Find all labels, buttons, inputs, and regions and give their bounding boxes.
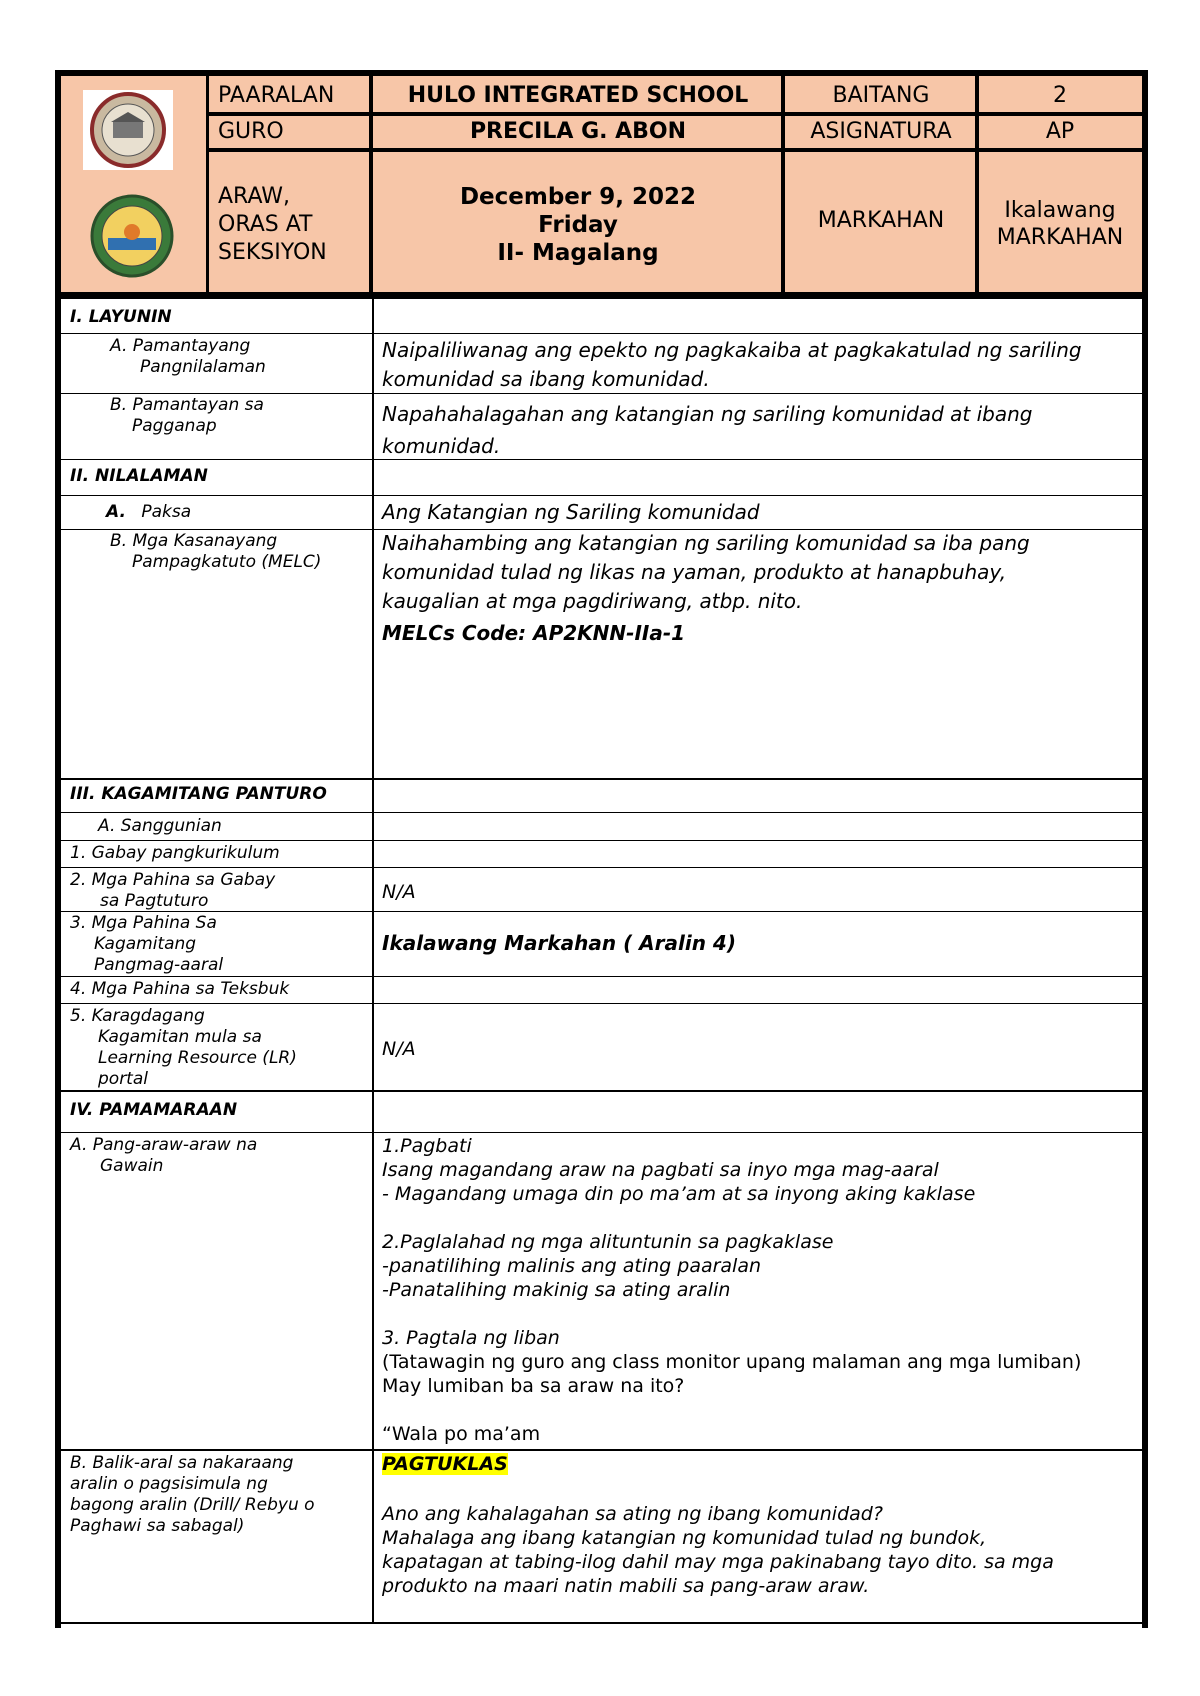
- text-line: Napahahalagahan ang katangian ng sariling komunidad at ibang: [382, 402, 1033, 426]
- karagdagang-kagamitan-value: N/A: [382, 1038, 416, 1060]
- divider: [61, 292, 1142, 299]
- baitang-label: BAITANG: [832, 82, 930, 108]
- layunin-heading: I. LAYUNIN: [70, 307, 172, 327]
- paksa-text: Ang Katangian ng Sariling komunidad: [382, 500, 760, 524]
- label-line: 5. Karagdagang: [70, 1006, 205, 1026]
- label-line: bagong aralin (Drill/ Rebyu o: [70, 1495, 315, 1515]
- lesson-date: December 9, 2022: [459, 184, 697, 210]
- spacer: [382, 1476, 1142, 1502]
- text-line: [382, 1206, 1142, 1230]
- label-line: B. Pamantayan sa: [110, 395, 264, 415]
- text-line: “Wala po ma’am: [382, 1423, 541, 1445]
- pamamaraan-heading: IV. PAMAMARAAN: [70, 1100, 238, 1120]
- mga-pahina-kagamitan-value: Ikalawang Markahan ( Aralin 4): [382, 931, 736, 955]
- divider: [61, 1090, 1142, 1092]
- text-line: 3. Pagtala ng liban: [382, 1327, 560, 1349]
- pagtuklas-line: [382, 1452, 1142, 1476]
- text-line: May lumiban ba sa araw na ito?: [382, 1375, 685, 1397]
- label-line: Paghawi sa sabagal): [70, 1516, 245, 1536]
- divider: [61, 840, 1142, 841]
- divider: [61, 976, 1142, 977]
- pagtuklas-highlight: PAGTUKLAS: [382, 1453, 508, 1475]
- divider: [975, 76, 979, 294]
- pamantayan-sa-pagganap-text: [382, 398, 1142, 462]
- label-line: aralin o pagsisimula ng: [70, 1474, 268, 1494]
- lesson-section: II- Magalang: [497, 240, 659, 266]
- label-line: Pangnilalaman: [140, 357, 266, 377]
- pamantayan-sa-pagganap-label: [110, 395, 264, 437]
- text-line: 1.Pagbati: [382, 1135, 472, 1157]
- divider: [61, 1132, 1142, 1133]
- text-line: komunidad tulad ng likas na yaman, produkto at hanapbuhay,: [382, 560, 1007, 584]
- text-line: Mahalaga ang ibang katangian ng komunidad tulad ng bundok,: [382, 1527, 987, 1549]
- divider: [206, 112, 1142, 116]
- text-line: -Panatalihing makinig sa ating aralin: [382, 1279, 731, 1301]
- text-line: [382, 1398, 1142, 1422]
- label-line: A. Pang-araw-araw na: [70, 1135, 258, 1155]
- araw-label-line-1: ARAW,: [218, 184, 291, 209]
- pang-araw-araw-text: [382, 1134, 1142, 1446]
- divider: [61, 778, 1142, 780]
- asignatura-value: AP: [1045, 118, 1075, 144]
- divider: [206, 148, 1142, 152]
- kagamitan-heading: III. KAGAMITANG PANTURO: [70, 784, 327, 804]
- melc-code: MELCs Code: AP2KNN-IIa-1: [382, 621, 686, 645]
- divider: [61, 812, 1142, 813]
- markahan-value-line-1: Ikalawang: [1004, 198, 1116, 223]
- balik-aral-label: [70, 1453, 315, 1537]
- markahan-value-line-2: MARKAHAN: [996, 225, 1124, 250]
- label-line: Pangmag-aaral: [94, 955, 224, 975]
- text-line: produkto na maari natin mabili sa pang-araw araw.: [382, 1575, 870, 1597]
- label-line: 2. Mga Pahina sa Gabay: [70, 870, 276, 890]
- pang-araw-araw-label: [70, 1135, 257, 1177]
- text-line: Ano ang kahalagahan sa ating ng ibang komunidad?: [382, 1503, 883, 1525]
- paaralan-label: PAARALAN: [218, 82, 335, 108]
- markahan-label: MARKAHAN: [817, 207, 945, 233]
- guro-label: GURO: [218, 118, 284, 144]
- text-line: kaugalian at mga pagdiriwang, atbp. nito.: [382, 589, 803, 613]
- mga-pahina-kagamitan-label: [70, 913, 223, 976]
- baitang-value: 2: [1053, 82, 1067, 108]
- balik-aral-text: [382, 1452, 1142, 1598]
- text-line: komunidad.: [382, 434, 501, 458]
- karagdagang-kagamitan-label: [70, 1006, 297, 1090]
- label-line: Learning Resource (LR): [98, 1048, 297, 1068]
- divider: [372, 299, 374, 1624]
- label-line: sa Pagtuturo: [100, 891, 209, 911]
- label-line: Gawain: [100, 1156, 164, 1176]
- label-line: A. Pamantayang: [110, 336, 251, 356]
- divider: [61, 1622, 1142, 1624]
- label-line: Pagganap: [132, 416, 217, 436]
- divider: [369, 76, 373, 294]
- divider: [61, 1449, 1142, 1451]
- school-name: HULO INTEGRATED SCHOOL: [407, 82, 749, 108]
- text-line: Naipaliliwanag ang epekto ng pagkakaiba at pagkakatulad ng sariling: [382, 338, 1082, 362]
- sanggunian-label: A. Sanggunian: [98, 816, 222, 836]
- guro-name: PRECILA G. ABON: [469, 118, 687, 144]
- text-line: - Magandang umaga din po ma’am at sa inyong aking kaklase: [382, 1183, 976, 1205]
- label-line: portal: [98, 1069, 148, 1089]
- text-line: (Tatawagin ng guro ang class monitor upang malaman ang mga lumiban): [382, 1351, 1082, 1373]
- asignatura-label: ASIGNATURA: [810, 118, 952, 144]
- divider: [206, 76, 209, 294]
- pamantayang-pangnilalaman-label: [110, 336, 266, 378]
- lesson-day: Friday: [538, 212, 618, 238]
- divider: [61, 867, 1142, 868]
- text-line: kapatagan at tabing-ilog dahil may mga pakinabang tayo dito. sa mga: [382, 1551, 1054, 1573]
- label-line: B. Mga Kasanayang: [110, 531, 278, 551]
- text-line: -panatilihing malinis ang ating paaralan: [382, 1255, 762, 1277]
- text-line: komunidad sa ibang komunidad.: [382, 367, 710, 391]
- text-line: Isang magandang araw na pagbati sa inyo mga mag-aaral: [382, 1159, 939, 1181]
- divider: [781, 76, 785, 294]
- label-line: Pampagkatuto (MELC): [132, 552, 322, 572]
- divider: [61, 333, 1142, 334]
- label-line: Kagamitang: [94, 934, 197, 954]
- text-line: [382, 1302, 1142, 1326]
- text-line: 2.Paglalahad ng mga alituntunin sa pagkaklase: [382, 1231, 834, 1253]
- paksa-letter: A.: [106, 502, 126, 522]
- nilalaman-heading: II. NILALAMAN: [70, 466, 208, 486]
- paksa-label: [106, 502, 191, 523]
- pamantayang-pangnilalaman-text: [382, 336, 1142, 394]
- label-line: Kagamitan mula sa: [98, 1027, 262, 1047]
- mga-pahina-teksbuk-label: 4. Mga Pahina sa Teksbuk: [70, 979, 290, 999]
- label-line: B. Balik-aral sa nakaraang: [70, 1453, 294, 1473]
- mga-pahina-gabay-value: N/A: [382, 881, 416, 903]
- mga-pahina-gabay-label: [70, 870, 275, 912]
- label-line: 3. Mga Pahina Sa: [70, 913, 217, 933]
- divider: [61, 1003, 1142, 1004]
- mga-kasanayang-text: [382, 529, 1142, 648]
- gabay-pangkurikulum-label: 1. Gabay pangkurikulum: [70, 843, 280, 863]
- araw-label-line-2: ORAS AT: [218, 212, 313, 237]
- paksa-word: Paksa: [141, 502, 192, 522]
- divider: [61, 495, 1142, 496]
- text-line: Naihahambing ang katangian ng sariling komunidad sa iba pang: [382, 531, 1030, 555]
- araw-label-line-3: SEKSIYON: [218, 240, 327, 265]
- mga-kasanayang-label: [110, 531, 321, 573]
